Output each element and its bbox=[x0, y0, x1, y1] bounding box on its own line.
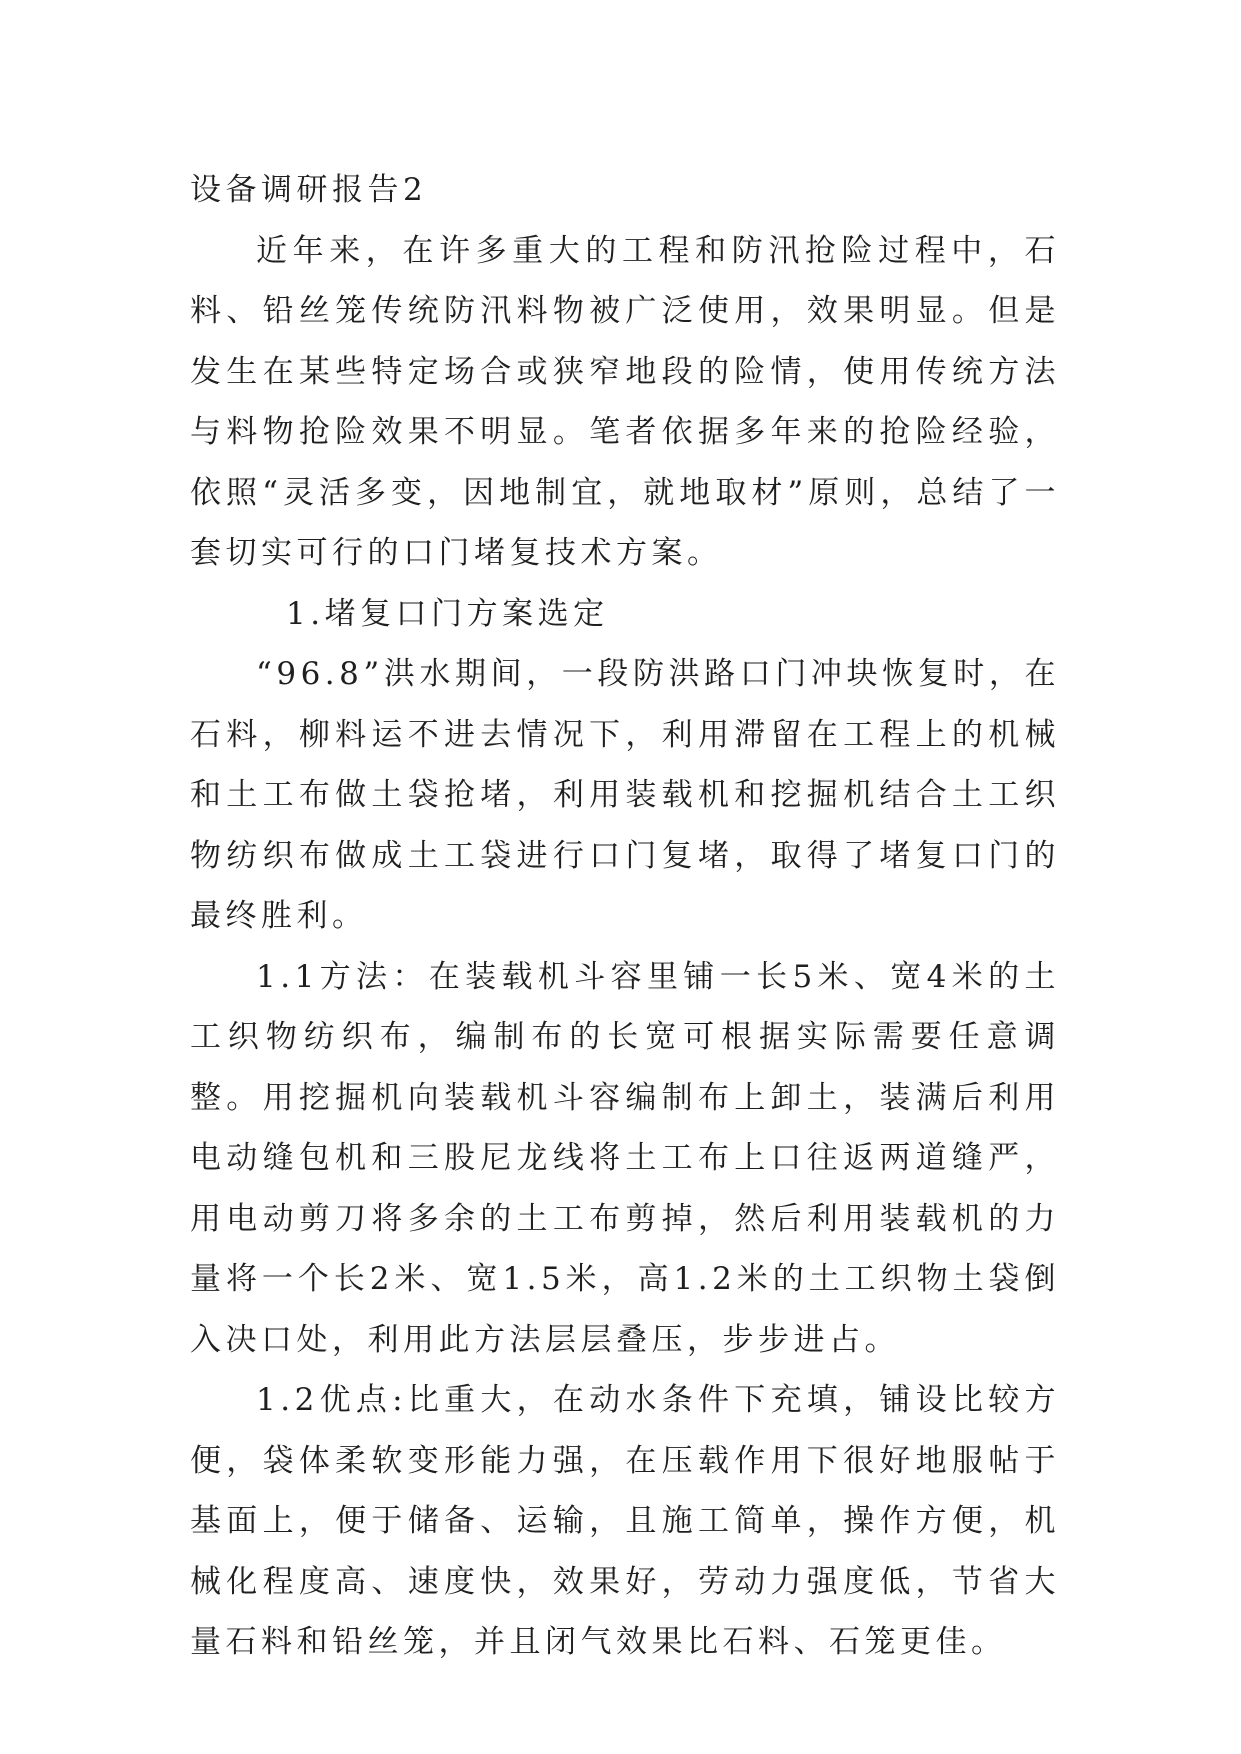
document-title: 设备调研报告2 bbox=[190, 172, 428, 208]
section-paragraph-method: 1.1方法：在装载机斗容里铺一长5米、宽4米的土工织物纺织布，编制布的长宽可根据实际需要任意调整。用挖掘机向装载机斗容编制布上卸土，装满后利用电动缝包机和三股尼龙线将土工布上口往返两道缝严，用电动剪刀将多余的土工布剪掉，然后利用装载机的力量将一个长2米、宽1.5米，高1.2米的土工织物土袋倒入决口处，利用此方法层层叠压，步步进占。 bbox=[190, 958, 1060, 1358]
section-paragraph-background: “96.8”洪水期间，一段防洪路口门冲块恢复时，在石料，柳料运不进去情况下，利用滞留在工程上的机械和土工布做土袋抢堵，利用装载机和挖掘机结合土工织物纺织布做成土工袋进行口门复堵，取得了堵复口门的最终胜利。 bbox=[190, 656, 1060, 934]
section-paragraph-advantages: 1.2优点:比重大，在动水条件下充填，铺设比较方便，袋体柔软变形能力强，在压载作用下很好地服帖于基面上，便于储备、运输，且施工简单，操作方便，机械化程度高、速度快，效果好，劳动力强度低，节省大量石料和铅丝笼，并且闭气效果比石料、石笼更佳。 bbox=[190, 1382, 1060, 1660]
section-heading: 1.堵复口门方案选定 bbox=[286, 595, 609, 632]
document-body bbox=[190, 160, 1060, 1673]
intro-paragraph: 近年来，在许多重大的工程和防汛抢险过程中，石料、铅丝笼传统防汛料物被广泛使用，效果明显。但是发生在某些特定场合或狭窄地段的险情，使用传统方法与料物抢险效果不明显。笔者依据多年来的抢险经验，依照“灵活多变，因地制宜，就地取材”原则，总结了一套切实可行的口门堵复技术方案。 bbox=[190, 232, 1060, 571]
